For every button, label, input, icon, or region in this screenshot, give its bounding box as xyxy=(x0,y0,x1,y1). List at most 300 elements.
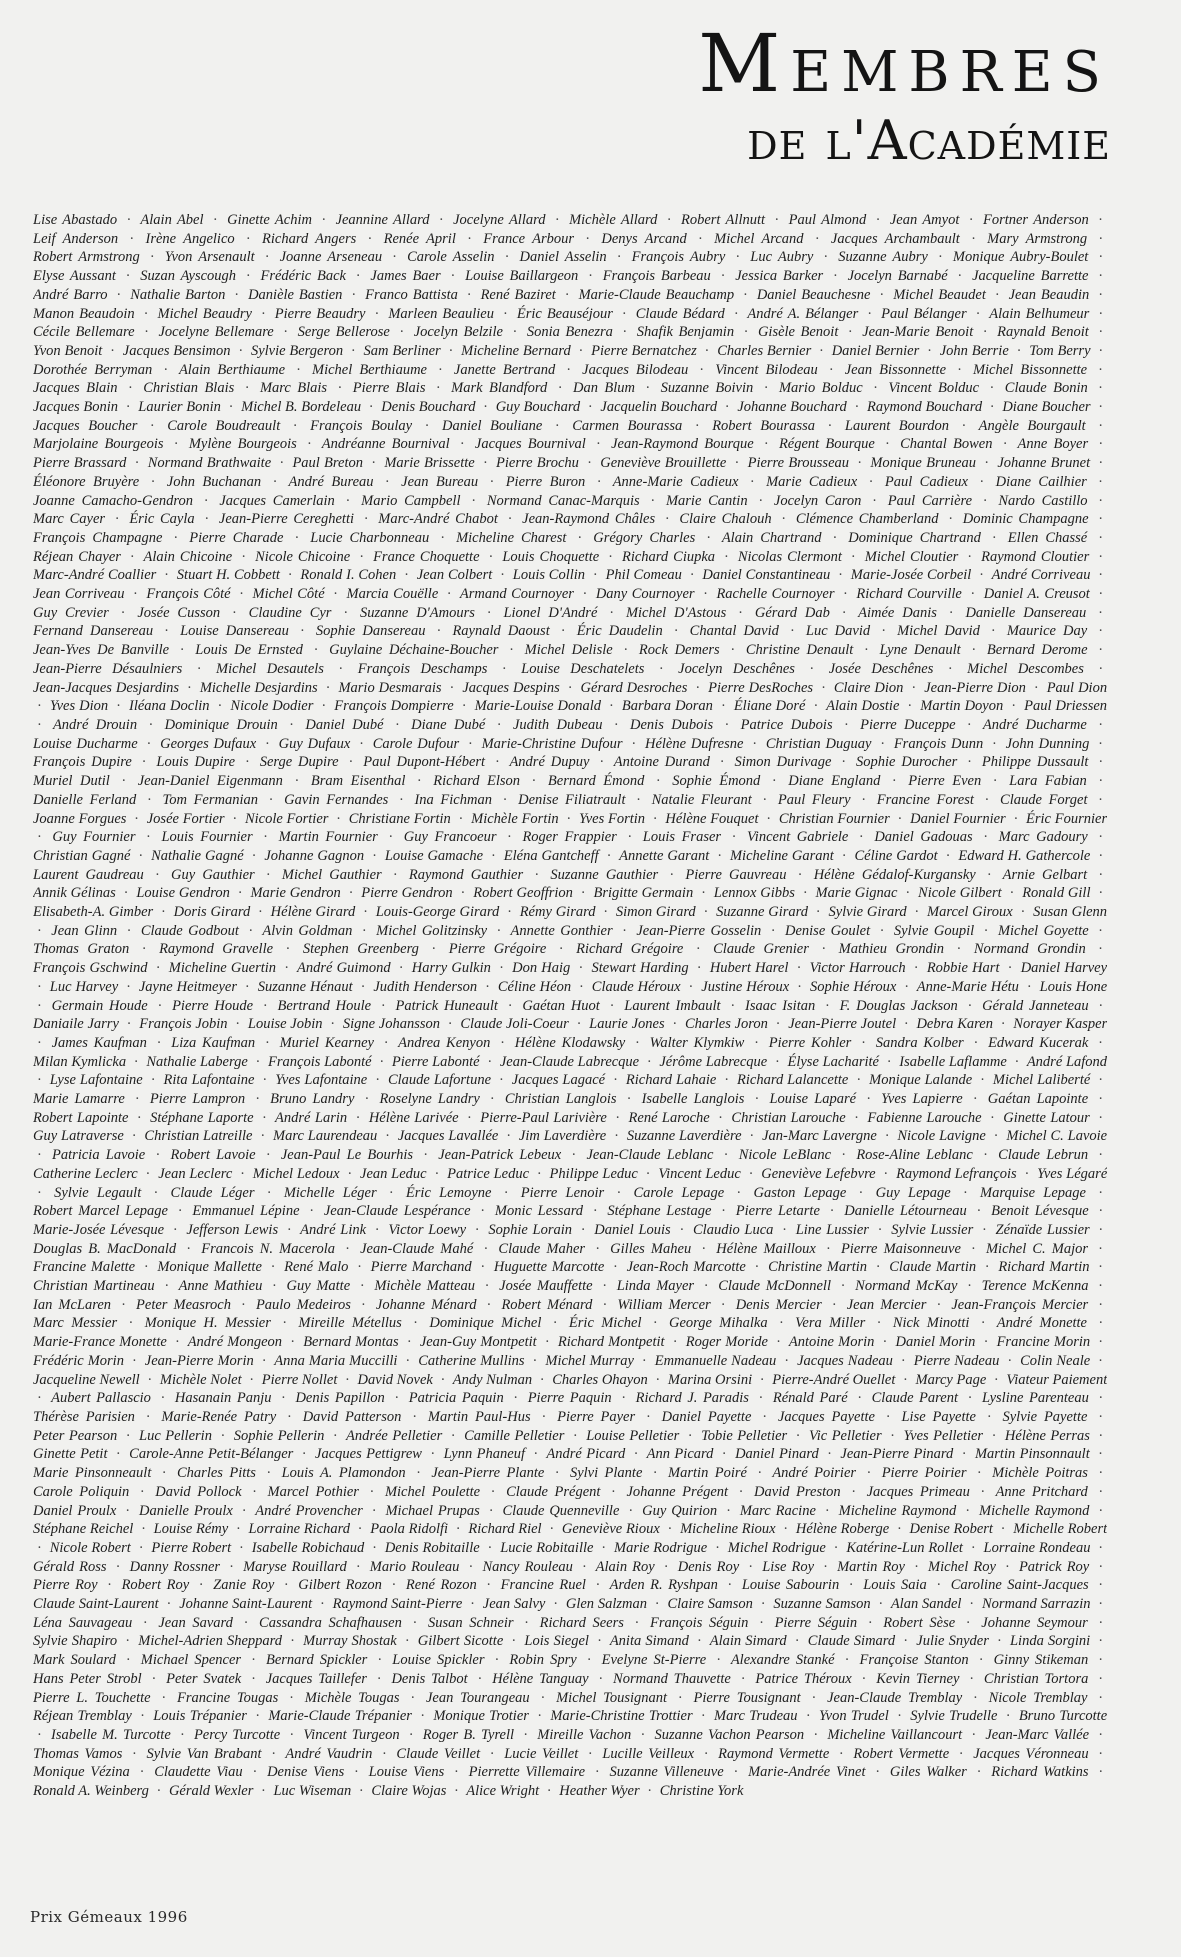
member-name: Marie-Christine Trottier xyxy=(550,1708,693,1725)
name-separator: · xyxy=(283,324,289,341)
member-name: André Provencher xyxy=(255,1502,363,1519)
member-name: Mylène Bourgeois xyxy=(188,436,297,453)
member-name: Suzanne Gauthier xyxy=(550,866,659,883)
name-separator: · xyxy=(971,230,976,247)
name-separator: · xyxy=(141,754,147,771)
name-separator: · xyxy=(613,1259,618,1276)
member-name: Sonia Benezra xyxy=(526,324,613,341)
name-separator: · xyxy=(805,1708,811,1725)
name-separator: · xyxy=(609,997,615,1014)
name-separator: · xyxy=(961,417,967,434)
name-separator: · xyxy=(260,1128,266,1145)
name-separator: · xyxy=(155,960,161,977)
member-name: Louise Deschatelets xyxy=(521,660,645,677)
name-separator: · xyxy=(571,1147,577,1164)
member-name: Marie-Claude Trépanier xyxy=(268,1708,412,1725)
name-separator: · xyxy=(754,1259,760,1276)
name-separator: · xyxy=(841,604,847,621)
name-separator: · xyxy=(1020,904,1026,921)
member-name: Christian Martineau xyxy=(33,1278,155,1295)
member-name: Martin Fournier xyxy=(278,829,378,846)
name-separator: · xyxy=(1098,1633,1104,1650)
member-name: Rémy Girard xyxy=(519,904,596,921)
member-name: Bernard Derome xyxy=(986,642,1088,659)
name-separator: · xyxy=(784,1352,790,1369)
name-separator: · xyxy=(134,1091,140,1108)
member-name: Ronald Gill xyxy=(1022,885,1091,902)
name-separator: · xyxy=(434,1165,440,1182)
member-name: Francine Malette xyxy=(33,1259,136,1276)
member-name: Joanne Arseneau xyxy=(279,249,383,266)
name-separator: · xyxy=(533,1446,539,1463)
name-separator: · xyxy=(436,623,442,640)
name-separator: · xyxy=(749,473,755,490)
name-separator: · xyxy=(262,1072,268,1089)
member-name: Pierre Séguin xyxy=(774,1614,858,1631)
name-separator: · xyxy=(701,1240,707,1257)
name-separator: · xyxy=(554,1465,560,1482)
member-name: Marc Laurendeau xyxy=(273,1128,378,1145)
member-name: Robert Geoffrion xyxy=(473,885,573,902)
name-separator: · xyxy=(228,399,234,416)
name-separator: · xyxy=(1011,698,1017,715)
name-separator: · xyxy=(868,473,874,490)
name-separator: · xyxy=(398,960,404,977)
member-name: Sam Berliner xyxy=(363,342,441,359)
member-name: Thomas Vamos xyxy=(33,1745,123,1762)
name-separator: · xyxy=(1098,492,1104,509)
member-name: Jean-Pierre Désaulniers xyxy=(33,660,183,677)
member-name: Patrice Dubois xyxy=(740,716,833,733)
name-separator: · xyxy=(173,529,179,546)
member-name: Claire Wojas xyxy=(371,1783,447,1800)
name-separator: · xyxy=(655,1371,661,1388)
member-name: François Dompierre xyxy=(334,698,454,715)
name-separator: · xyxy=(984,1259,990,1276)
name-separator: · xyxy=(1013,810,1019,827)
member-name: Jocelyne Bellemare xyxy=(158,324,274,341)
member-name: Guy Fournier xyxy=(52,829,136,846)
member-name: Nicole Gilbert xyxy=(918,885,1002,902)
member-name: Tobie Pelletier xyxy=(701,1427,788,1444)
member-name: Serge Bellerose xyxy=(297,324,390,341)
member-name: Yves Fortin xyxy=(578,810,646,827)
name-separator: · xyxy=(724,716,730,733)
name-separator: · xyxy=(336,810,342,827)
member-name: Claudio Luca xyxy=(693,1221,774,1238)
member-name: Claire Dion xyxy=(833,679,904,696)
name-separator: · xyxy=(440,1371,446,1388)
name-separator: · xyxy=(110,342,115,359)
member-name: Gaétan Lapointe xyxy=(987,1091,1089,1108)
name-separator: · xyxy=(125,1502,131,1519)
member-name: Gavin Fernandes xyxy=(284,791,389,808)
member-name: Monique Lalande xyxy=(869,1072,973,1089)
member-name: Michèle Allard xyxy=(569,212,658,228)
name-separator: · xyxy=(1098,473,1104,490)
member-name: Christian Fournier xyxy=(778,810,890,827)
name-separator: · xyxy=(863,642,869,659)
member-name: Hélène Tanguay xyxy=(492,1670,589,1687)
member-name: Diane England xyxy=(788,773,881,790)
member-name: Jean-Marc Vallée xyxy=(985,1726,1090,1743)
member-name: Yves Lafontaine xyxy=(275,1072,368,1089)
name-separator: · xyxy=(857,1390,863,1407)
member-name: Richard Seers xyxy=(539,1614,624,1631)
name-separator: · xyxy=(549,1521,555,1538)
member-name: Stewart Harding xyxy=(591,960,689,977)
name-separator: · xyxy=(594,1764,600,1781)
member-name: Richard Angers xyxy=(262,230,357,247)
name-separator: · xyxy=(244,380,250,397)
name-separator: · xyxy=(37,698,42,715)
member-name: Patrick Huneault xyxy=(395,997,498,1014)
member-name: Michel Beaudry xyxy=(157,305,252,322)
name-separator: · xyxy=(975,305,981,322)
member-name: Lise Payette xyxy=(901,1409,976,1425)
member-name: Alexandre Stanké xyxy=(730,1652,835,1669)
member-name: Vic Pelletier xyxy=(808,1427,882,1444)
member-name: Catherine Mullins xyxy=(418,1352,525,1369)
name-separator: · xyxy=(1098,1689,1104,1706)
member-name: Pierre Duceppe xyxy=(860,716,956,733)
name-separator: · xyxy=(567,679,573,696)
member-name: Michel Gauthier xyxy=(281,866,382,883)
member-name: Luc David xyxy=(805,623,871,640)
name-separator: · xyxy=(553,1596,559,1613)
name-separator: · xyxy=(576,1016,582,1033)
name-separator: · xyxy=(198,1577,204,1594)
name-separator: · xyxy=(847,324,853,341)
name-separator: · xyxy=(609,604,615,621)
member-name: Monique Aubry-Boulet xyxy=(952,249,1089,266)
name-separator: · xyxy=(965,1502,971,1519)
member-name: Christian Larouche xyxy=(731,1109,846,1126)
name-separator: · xyxy=(733,1764,739,1781)
name-separator: · xyxy=(554,417,560,434)
member-name: Norayer Kasper xyxy=(1013,1016,1107,1033)
member-name: Michèle Fortin xyxy=(471,810,559,827)
name-separator: · xyxy=(289,1726,295,1743)
member-name: Carole Boudreault xyxy=(167,417,281,434)
name-separator: · xyxy=(778,1315,784,1332)
name-separator: · xyxy=(552,1315,558,1332)
member-name: Hélène Perras xyxy=(1004,1427,1090,1444)
member-name: Yves Lapierre xyxy=(881,1091,963,1108)
member-name: Charles Bernier xyxy=(717,342,812,359)
member-name: Philippe Leduc xyxy=(549,1165,638,1182)
member-name: Éric Fournier xyxy=(1026,810,1107,827)
name-separator: · xyxy=(229,1558,234,1575)
member-name: Roger B. Tyrell xyxy=(422,1726,515,1743)
name-separator: · xyxy=(743,286,748,303)
name-separator: · xyxy=(245,230,251,247)
member-name: Geneviève Lefebvre xyxy=(761,1165,876,1182)
member-name: Claude Bonin xyxy=(1004,380,1088,397)
member-name: Alan Sandel xyxy=(890,1596,962,1613)
name-separator: · xyxy=(488,548,494,565)
member-name: Robert Armstrong xyxy=(33,249,140,266)
name-separator: · xyxy=(759,1614,764,1631)
member-name: Pierre Bernatchez xyxy=(591,342,697,359)
member-name: Marc-André Coallier xyxy=(33,567,157,584)
name-separator: · xyxy=(186,679,192,696)
name-separator: · xyxy=(900,1352,906,1369)
name-separator: · xyxy=(394,1390,400,1407)
name-separator: · xyxy=(376,1670,382,1687)
member-name: Terence McKenna xyxy=(981,1278,1089,1295)
member-name: Yvon Trudel xyxy=(818,1708,889,1725)
name-separator: · xyxy=(1098,305,1104,322)
name-separator: · xyxy=(645,1409,651,1425)
name-separator: · xyxy=(947,660,953,677)
member-name: Johanne Seymour xyxy=(981,1614,1088,1631)
name-separator: · xyxy=(613,1072,618,1089)
name-separator: · xyxy=(116,286,122,303)
name-separator: · xyxy=(754,1091,760,1108)
name-separator: · xyxy=(848,1577,854,1594)
name-separator: · xyxy=(840,1278,846,1295)
name-separator: · xyxy=(599,754,605,771)
member-name: Doris Girard xyxy=(173,904,251,921)
member-name: Nathalie Barton xyxy=(130,286,226,303)
member-name: Jacques Bournival xyxy=(474,436,586,453)
member-name: Paul Fleury xyxy=(777,791,851,808)
member-name: Louise Viens xyxy=(368,1764,445,1781)
name-separator: · xyxy=(125,1652,131,1669)
name-separator: · xyxy=(794,1633,800,1650)
member-name: Denis Mercier xyxy=(735,1296,822,1313)
name-separator: · xyxy=(37,716,42,733)
name-separator: · xyxy=(123,885,129,902)
member-name: Guy Lepage xyxy=(875,1184,951,1201)
member-name: Douglas B. MacDonald xyxy=(33,1240,177,1257)
name-separator: · xyxy=(903,1633,909,1650)
member-name: Paul Breton xyxy=(292,455,363,472)
name-separator: · xyxy=(971,642,977,659)
name-separator: · xyxy=(976,1465,982,1482)
member-name: Louis Trépanier xyxy=(153,1708,247,1725)
member-name: Lyse Lafontaine xyxy=(49,1072,143,1089)
member-name: Leif Anderson xyxy=(33,230,119,247)
name-separator: · xyxy=(647,1783,653,1800)
name-separator: · xyxy=(969,1596,975,1613)
member-name: Peter Measroch xyxy=(136,1296,231,1313)
member-name: Philippe Dussault xyxy=(981,754,1089,771)
member-name: Jean-Patrick Lebeux xyxy=(438,1147,562,1164)
member-name: Micheline Garant xyxy=(729,847,834,864)
member-name: Stéphane Laporte xyxy=(150,1109,254,1126)
member-name: David Novek xyxy=(357,1371,433,1388)
name-separator: · xyxy=(903,1016,909,1033)
member-name: Paul Driessen xyxy=(1024,698,1107,715)
member-name: Pierre Nadeau xyxy=(913,1352,1000,1369)
name-separator: · xyxy=(383,1034,389,1051)
name-separator: · xyxy=(125,268,131,285)
name-separator: · xyxy=(1026,978,1032,995)
name-separator: · xyxy=(715,1539,720,1556)
name-separator: · xyxy=(114,511,120,528)
name-separator: · xyxy=(1098,885,1104,902)
name-separator: · xyxy=(983,1334,989,1351)
member-name: Marie-Andrée Vinet xyxy=(748,1764,866,1781)
name-separator: · xyxy=(347,1165,353,1182)
name-separator: · xyxy=(357,1521,363,1538)
member-name: Claude Maher xyxy=(498,1240,586,1257)
name-separator: · xyxy=(613,716,619,733)
member-name: Hans Peter Strobl xyxy=(33,1670,142,1687)
name-separator: · xyxy=(762,791,768,808)
name-separator: · xyxy=(823,249,829,266)
member-name: Maryse Rouillard xyxy=(243,1558,347,1575)
member-name: Marjolaine Bourgeois xyxy=(33,436,164,453)
name-separator: · xyxy=(406,1334,412,1351)
member-name: Richard Lalancette xyxy=(737,1072,849,1089)
member-name: Hélène Klodawsky xyxy=(514,1034,626,1051)
name-separator: · xyxy=(37,1147,42,1164)
name-separator: · xyxy=(384,473,390,490)
name-separator: · xyxy=(489,1091,495,1108)
member-name: Sophie Pellerin xyxy=(233,1427,325,1444)
name-separator: · xyxy=(1033,679,1039,696)
name-separator: · xyxy=(595,1240,601,1257)
name-separator: · xyxy=(531,773,537,790)
member-name: Jacques Blain xyxy=(33,380,118,397)
member-name: Elyse Aussant xyxy=(33,268,116,285)
member-name: Jean-Roch Marcotte xyxy=(626,1259,746,1276)
member-name: Michel Arcand xyxy=(714,230,804,247)
name-separator: · xyxy=(1098,1539,1104,1556)
member-name: Jean-Pierre Pinard xyxy=(840,1446,954,1463)
member-name: Denise Filiatrault xyxy=(518,791,626,808)
name-separator: · xyxy=(1098,941,1104,958)
member-name: Jessica Barker xyxy=(735,268,824,285)
name-separator: · xyxy=(980,1483,986,1500)
name-separator: · xyxy=(501,660,507,677)
name-separator: · xyxy=(264,1034,270,1051)
name-separator: · xyxy=(251,847,257,864)
member-name: Bram Eisenthal xyxy=(310,773,406,790)
member-name: Gérald Ross xyxy=(33,1558,107,1575)
name-separator: · xyxy=(877,1221,883,1238)
name-separator: · xyxy=(673,623,679,640)
member-name: Vera Miller xyxy=(795,1315,866,1332)
member-name: Ginette Latour xyxy=(1003,1109,1090,1126)
member-name: Anne-Marie Hétu xyxy=(916,978,1019,995)
member-name: Robert Marcel Lepage xyxy=(33,1203,168,1220)
name-separator: · xyxy=(271,1745,277,1762)
member-name: Louise Gamache xyxy=(384,847,484,864)
member-name: Robert Lapointe xyxy=(33,1109,129,1126)
name-separator: · xyxy=(354,1764,359,1781)
member-name: André Drouin xyxy=(52,716,138,733)
name-separator: · xyxy=(138,1539,144,1556)
name-separator: · xyxy=(270,1259,276,1276)
name-separator: · xyxy=(566,361,572,378)
name-separator: · xyxy=(126,1016,132,1033)
member-name: Joanne Camacho-Gendron xyxy=(33,492,194,509)
member-name: Huguette Marcotte xyxy=(493,1259,605,1276)
member-name: Marie Brissette xyxy=(384,455,475,472)
member-name: Jacques Camerlain xyxy=(219,492,335,509)
member-name: Jocelyn Barnabé xyxy=(847,268,948,285)
member-name: Johanne Saint-Laurent xyxy=(179,1596,313,1613)
name-separator: · xyxy=(306,436,312,453)
member-name: Rénald Paré xyxy=(772,1390,848,1407)
member-name: Danielle Ferland xyxy=(33,791,137,808)
name-separator: · xyxy=(454,1764,459,1781)
member-name: Monique Mallette xyxy=(157,1259,262,1276)
member-name: Vincent Gabriele xyxy=(747,829,849,846)
member-name: Barbara Doran xyxy=(621,698,713,715)
name-separator: · xyxy=(480,1203,486,1220)
member-name: Francine Forest xyxy=(876,791,974,808)
name-separator: · xyxy=(234,286,240,303)
member-name: Katérine-Lun Rollet xyxy=(846,1539,963,1556)
name-separator: · xyxy=(992,735,997,752)
member-name: Peter Pearson xyxy=(33,1427,118,1444)
member-name: Martin Roy xyxy=(837,1558,905,1575)
member-name: Alain Abel xyxy=(140,212,204,228)
name-separator: · xyxy=(143,305,149,322)
name-separator: · xyxy=(814,230,820,247)
name-separator: · xyxy=(404,567,409,584)
name-separator: · xyxy=(487,1539,493,1556)
name-separator: · xyxy=(380,997,386,1014)
name-separator: · xyxy=(724,548,729,565)
member-name: Nicole Dodier xyxy=(230,698,314,715)
member-name: Michelle Desjardins xyxy=(199,679,318,696)
title-line-membres: Membres xyxy=(698,17,1111,110)
name-separator: · xyxy=(1098,922,1103,939)
member-name: Jacques Boucher xyxy=(33,417,138,434)
member-name: Daniel Pinard xyxy=(735,1446,819,1463)
member-name: Marcia Couëlle xyxy=(346,586,439,603)
member-name: Patricia Lavoie xyxy=(52,1147,146,1164)
member-name: Sandra Kolber xyxy=(875,1034,964,1051)
member-name: Nathalie Laberge xyxy=(146,1053,248,1070)
member-name: Christian Duguay xyxy=(765,735,872,752)
name-separator: · xyxy=(703,586,708,603)
name-separator: · xyxy=(364,1091,370,1108)
name-separator: · xyxy=(490,847,496,864)
member-name: Daniel Dubé xyxy=(305,716,384,733)
name-separator: · xyxy=(139,1764,145,1781)
member-name: François Gschwind xyxy=(33,960,148,977)
name-separator: · xyxy=(557,380,563,397)
member-name: Gilbert Sicotte xyxy=(417,1633,504,1650)
member-name: Luc Harvey xyxy=(49,978,119,995)
name-separator: · xyxy=(645,380,651,397)
member-name: Guylaine Déchaine-Boucher xyxy=(329,642,499,659)
name-separator: · xyxy=(797,978,803,995)
member-name: Sophie Héroux xyxy=(809,978,897,995)
name-separator: · xyxy=(879,286,885,303)
name-separator: · xyxy=(287,567,293,584)
name-separator: · xyxy=(369,1483,375,1500)
name-separator: · xyxy=(802,885,808,902)
name-separator: · xyxy=(503,305,508,322)
name-separator: · xyxy=(884,1128,890,1145)
name-separator: · xyxy=(203,492,209,509)
member-name: Léna Sauvageau xyxy=(33,1614,133,1631)
member-name: André Lafond xyxy=(1026,1053,1107,1070)
name-separator: · xyxy=(245,268,251,285)
name-separator: · xyxy=(1098,1352,1104,1369)
member-name: Mark Blandford xyxy=(451,380,548,397)
name-separator: · xyxy=(534,866,540,883)
name-separator: · xyxy=(375,1072,381,1089)
